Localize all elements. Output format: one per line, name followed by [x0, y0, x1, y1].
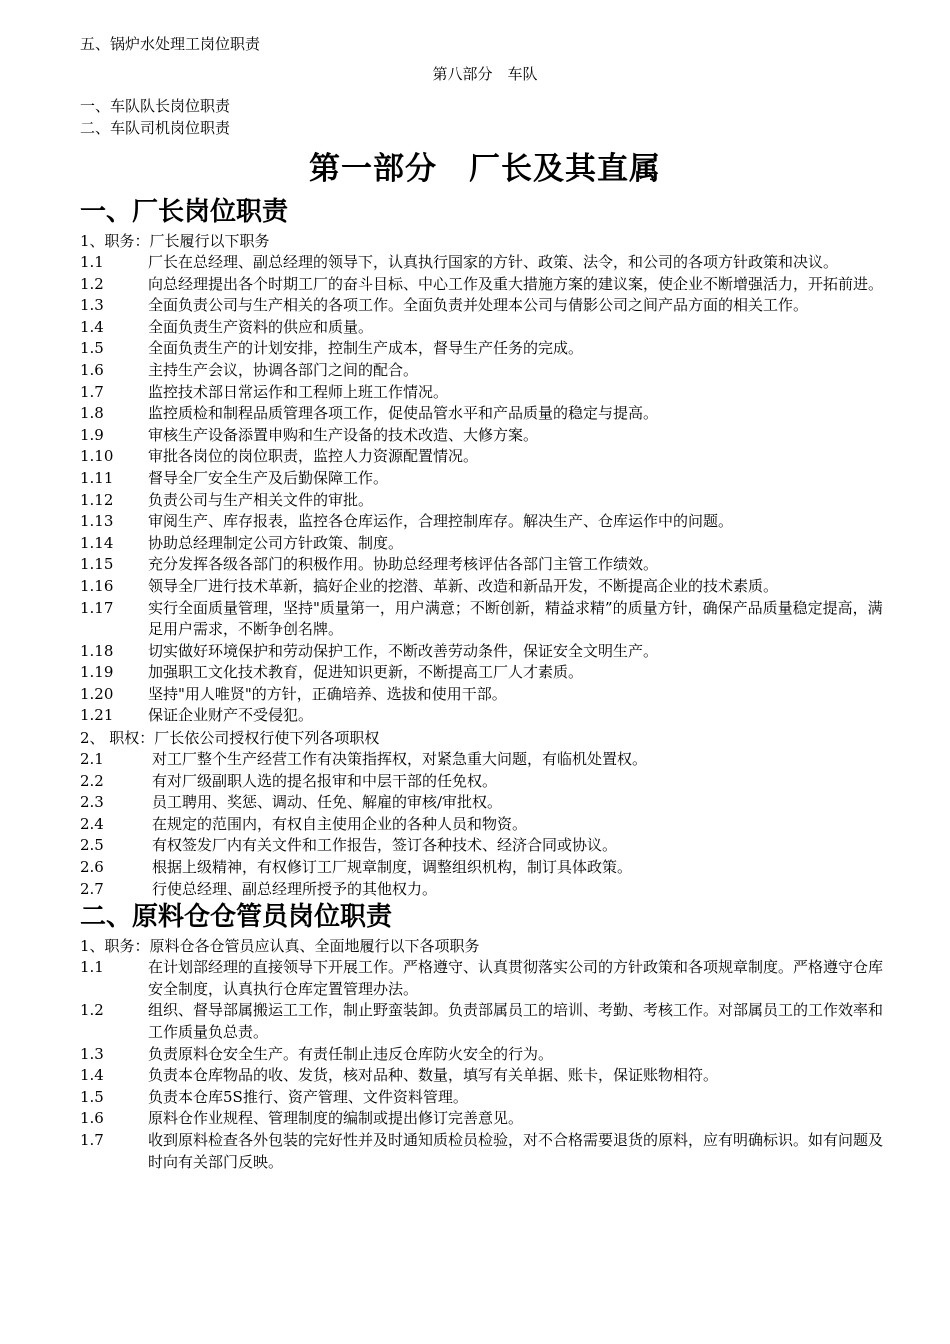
item-number: 2.1	[80, 750, 104, 769]
item-number: 1.11	[80, 468, 114, 487]
item-text: 坚持"用人唯贤"的方针，正确培养、选拔和使用干部。	[148, 684, 507, 703]
warehouse-duty-list	[80, 957, 890, 1173]
subsection-heading: 1、职务：厂长履行以下职务	[80, 232, 270, 250]
item-number: 1.12	[80, 490, 114, 509]
item-number: 1.4	[80, 317, 104, 336]
item-text: 根据上级精神，有权修订工厂规章制度，调整组织机构，制订具体政策。	[152, 858, 633, 877]
item-number: 1.19	[80, 663, 114, 682]
item-number: 1.16	[80, 576, 114, 595]
list-item	[80, 252, 890, 274]
item-number: 1.5	[80, 339, 104, 358]
item-text: 加强职工文化技术教育，促进知识更新，不断提高工厂人才素质。	[148, 663, 584, 682]
list-item	[80, 446, 890, 468]
item-text: 全面负责生产资料的供应和质量。	[148, 317, 374, 336]
list-item	[80, 576, 890, 598]
item-text: 员工聘用、奖惩、调动、任免、解雇的审核/审批权。	[152, 793, 503, 812]
item-number: 1.1	[80, 253, 104, 271]
item-text: 厂长在总经理、副总经理的领导下，认真执行国家的方针、政策、法令，和公司的各项方针政策和决议。	[148, 253, 839, 271]
list-item	[80, 1044, 890, 1066]
item-number: 1.5	[80, 1087, 104, 1106]
item-text: 全面负责公司与生产相关的各项工作。全面负责并处理本公司与倩影公司之间产品方面的相关工作。	[148, 296, 809, 315]
item-text: 督导全厂安全生产及后勤保障工作。	[148, 468, 389, 487]
item-number: 1.8	[80, 404, 104, 423]
item-text: 审批各岗位的岗位职责，监控人力资源配置情况。	[148, 447, 479, 466]
item-number: 1.14	[80, 533, 114, 552]
item-number: 1.15	[80, 555, 114, 574]
item-number: 1.7	[80, 382, 104, 401]
list-item	[80, 1130, 890, 1173]
list-item	[80, 1108, 890, 1130]
list-item	[80, 317, 890, 339]
item-number: 1.3	[80, 296, 104, 315]
item-text: 充分发挥各级各部门的积极作用。协助总经理考核评估各部门主管工作绩效。	[148, 555, 659, 574]
item-number: 2.2	[80, 771, 104, 790]
list-item	[80, 425, 890, 447]
item-text: 监控质检和制程品质管理各项工作，促使品管水平和产品质量的稳定与提高。	[148, 404, 659, 423]
item-number: 2.3	[80, 793, 104, 812]
item-text: 领导全厂进行技术革新，搞好企业的挖潜、革新、改造和新品开发，不断提高企业的技术素质。	[148, 576, 779, 595]
duty-list	[80, 252, 890, 727]
item-number: 2.5	[80, 836, 104, 855]
list-item	[80, 879, 890, 901]
item-text: 有权签发厂内有关文件和工作报告，签订各种技术、经济合同或协议。	[152, 836, 618, 855]
item-text: 在规定的范围内，有权自主使用企业的各种人员和物资。	[152, 814, 528, 833]
list-item	[80, 274, 890, 296]
list-item	[80, 382, 890, 404]
list-item	[80, 360, 890, 382]
item-text: 负责本仓库物品的收、发货，核对品种、数量，填写有关单据、账卡，保证账物相符。	[148, 1066, 719, 1085]
item-text: 在计划部经理的直接领导下开展工作。严格遵守、认真贯彻落实公司的方针政策和各项规章制度。严格遵守仓库安全制度，认真执行仓库定置管理办法。	[148, 958, 884, 998]
item-text: 向总经理提出各个时期工厂的奋斗目标、中心工作及重大措施方案的建议案，使企业不断增强活力，开拓前进。	[148, 274, 884, 293]
list-item	[80, 662, 890, 684]
toc-line: 二、车队司机岗位职责	[80, 119, 231, 137]
item-number: 1.9	[80, 425, 104, 444]
list-item	[80, 533, 890, 555]
item-text: 原料仓作业规程、管理制度的编制或提出修订完善意见。	[148, 1109, 524, 1128]
item-text: 协助总经理制定公司方针政策、制度。	[148, 533, 404, 552]
item-number: 1.6	[80, 360, 104, 379]
list-item	[80, 835, 890, 857]
list-item	[80, 295, 890, 317]
item-text: 对工厂整个生产经营工作有决策指挥权，对紧急重大问题，有临机处置权。	[152, 750, 648, 769]
list-item	[80, 403, 890, 425]
item-text: 保证企业财产不受侵犯。	[148, 706, 314, 725]
list-item	[80, 598, 890, 641]
toc-block	[80, 33, 890, 139]
item-number: 1.18	[80, 641, 114, 660]
toc-part-heading: 第八部分 车队	[432, 65, 538, 83]
list-item	[80, 749, 890, 771]
subsection-heading: 2、 职权：厂长依公司授权行使下列各项职权	[80, 729, 380, 748]
list-item	[80, 684, 890, 706]
item-text: 组织、督导部属搬运工工作，制止野蛮装卸。负责部属员工的培训、考勤、考核工作。对部属员工的工作效率和工作质量负总责。	[148, 1001, 884, 1041]
item-text: 行使总经理、副总经理所授予的其他权力。	[152, 879, 438, 898]
item-number: 1.7	[80, 1130, 104, 1149]
item-number: 1.13	[80, 512, 114, 531]
section-title: 二、原料仓仓管员岗位职责	[80, 902, 393, 933]
item-number: 1.2	[80, 274, 104, 293]
item-number: 1.21	[80, 706, 114, 725]
item-number: 1.3	[80, 1044, 104, 1063]
item-text: 负责原料仓安全生产。有责任制止违反仓库防火安全的行为。	[148, 1044, 554, 1063]
item-number: 2.6	[80, 858, 104, 877]
list-item	[80, 705, 890, 727]
item-text: 全面负责生产的计划安排，控制生产成本，督导生产任务的完成。	[148, 339, 584, 358]
toc-line: 五、锅炉水处理工岗位职责	[80, 35, 261, 53]
item-number: 1.2	[80, 1001, 104, 1020]
subsection-heading: 1、职务：原料仓各仓管员应认真、全面地履行以下各项职务	[80, 937, 480, 956]
item-number: 1.17	[80, 598, 114, 617]
item-number: 1.4	[80, 1066, 104, 1085]
list-item	[80, 857, 890, 879]
item-text: 切实做好环境保护和劳动保护工作，不断改善劳动条件，保证安全文明生产。	[148, 641, 659, 660]
list-item	[80, 792, 890, 814]
part-title: 第一部分 厂长及其直属	[309, 151, 661, 187]
item-number: 1.6	[80, 1109, 104, 1128]
item-text: 审阅生产、库存报表，监控各仓库运作，合理控制库存。解决生产、仓库运作中的问题。	[148, 512, 734, 531]
list-item	[80, 490, 890, 512]
list-item	[80, 1065, 890, 1087]
list-item	[80, 771, 890, 793]
item-text: 负责公司与生产相关文件的审批。	[148, 490, 374, 509]
item-text: 监控技术部日常运作和工程师上班工作情况。	[148, 382, 449, 401]
item-text: 主持生产会议，协调各部门之间的配合。	[148, 360, 419, 379]
item-text: 审核生产设备添置申购和生产设备的技术改造、大修方案。	[148, 425, 539, 444]
section-title: 一、厂长岗位职责	[80, 197, 289, 227]
list-item	[80, 554, 890, 576]
item-number: 2.7	[80, 879, 104, 898]
list-item	[80, 1087, 890, 1109]
list-item	[80, 814, 890, 836]
item-number: 1.10	[80, 447, 114, 466]
authority-list	[80, 749, 890, 900]
item-text: 负责本仓库5S推行、资产管理、文件资料管理。	[148, 1087, 468, 1106]
list-item	[80, 338, 890, 360]
list-item	[80, 511, 890, 533]
list-item	[80, 957, 890, 1000]
toc-line: 一、车队队长岗位职责	[80, 97, 231, 115]
list-item	[80, 1000, 890, 1043]
item-text: 实行全面质量管理，坚持"质量第一，用户满意；不断创新，精益求精”的质量方针，确保产品质量稳定提高，满足用户需求，不断争创名牌。	[148, 598, 883, 639]
item-text: 收到原料检查各外包装的完好性并及时通知质检员检验，对不合格需要退货的原料，应有明确标识。如有问题及时向有关部门反映。	[148, 1130, 884, 1171]
list-item	[80, 468, 890, 490]
item-number: 1.1	[80, 958, 104, 977]
item-number: 1.20	[80, 684, 114, 703]
item-number: 2.4	[80, 814, 104, 833]
list-item	[80, 641, 890, 663]
item-text: 有对厂级副职人选的提名报审和中层干部的任免权。	[152, 771, 498, 790]
